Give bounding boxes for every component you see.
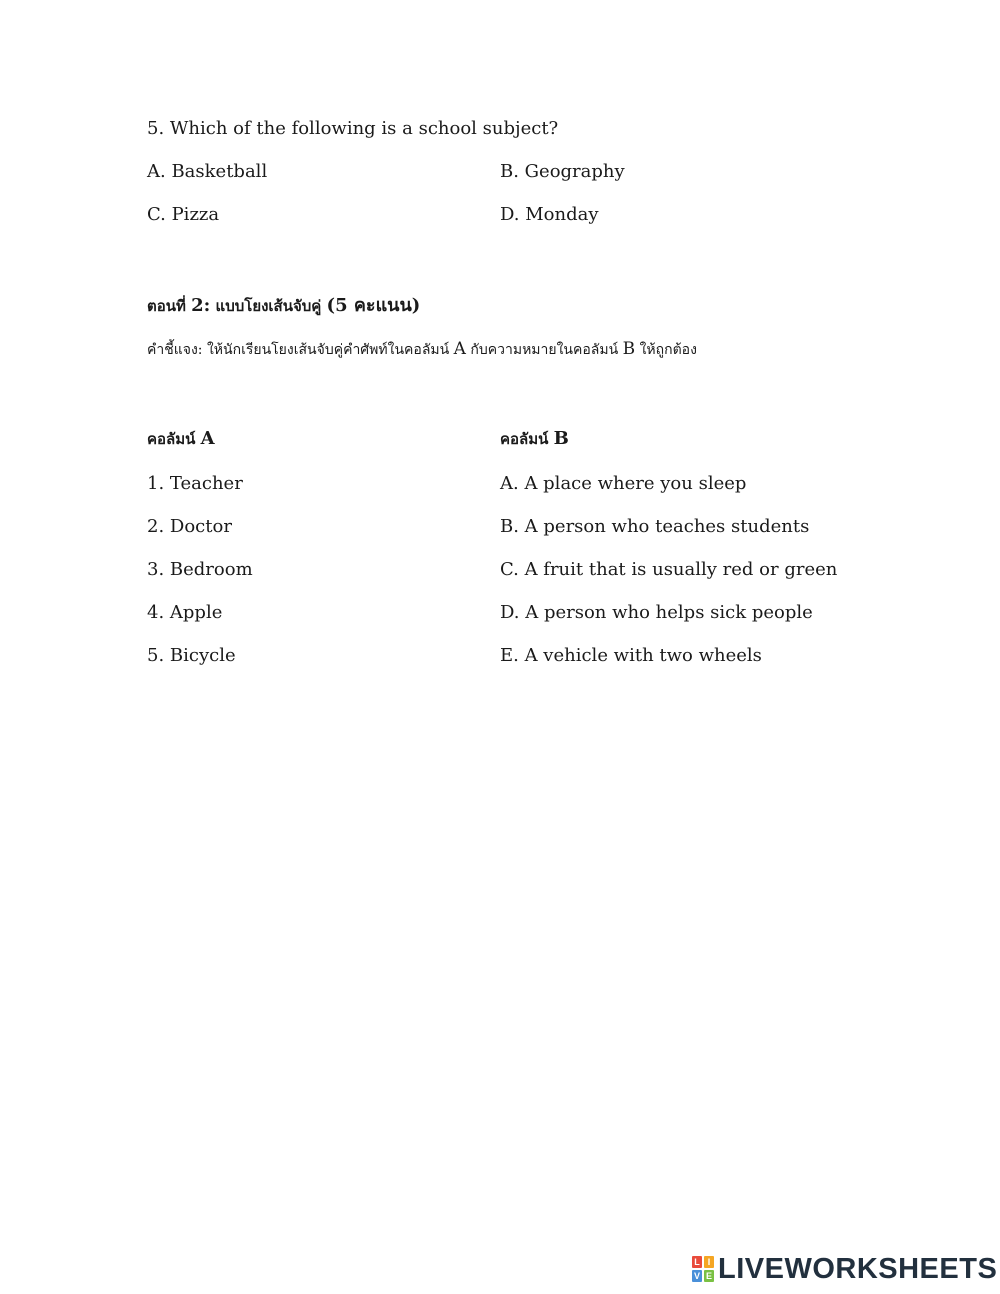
instruction-text-1: ให้นักเรียนโยงเส้นจับคู่คำศัพท์ในคอลัมน์ bbox=[206, 342, 450, 358]
instruction-col-b: B bbox=[622, 339, 636, 359]
column-a-label: คอลัมน์ bbox=[147, 430, 196, 448]
logo-text: LIVEWORKSHEETS bbox=[718, 1253, 998, 1285]
instruction bbox=[147, 339, 697, 361]
part-2-points: (5 คะแนน) bbox=[326, 295, 421, 316]
column-a-letter: A bbox=[200, 428, 215, 449]
logo-mark-icon bbox=[692, 1256, 714, 1282]
instruction-text-2: กับความหมายในคอลัมน์ bbox=[470, 342, 619, 358]
column-b-item-a[interactable]: A. A place where you sleep bbox=[500, 473, 747, 494]
part-2-title: แบบโยงเส้นจับคู่ bbox=[215, 297, 322, 315]
column-a-item-5[interactable]: 5. Bicycle bbox=[147, 645, 236, 666]
column-a-item-2[interactable]: 2. Doctor bbox=[147, 516, 232, 537]
part-2-number: 2: bbox=[191, 295, 211, 316]
logo-mark-letter-e: E bbox=[705, 1271, 712, 1281]
part-2-prefix: ตอนที่ bbox=[147, 297, 186, 315]
logo-mark-letter-l: L bbox=[692, 1256, 702, 1268]
column-b-item-c[interactable]: C. A fruit that is usually red or green bbox=[500, 559, 838, 580]
column-b-header bbox=[500, 427, 569, 451]
question-5-stem: 5. Which of the following is a school subject? bbox=[147, 118, 559, 139]
column-a-header bbox=[147, 427, 215, 451]
column-b-item-b[interactable]: B. A person who teaches students bbox=[500, 516, 810, 537]
option-a[interactable]: A. Basketball bbox=[147, 161, 268, 182]
part-2-heading bbox=[147, 290, 420, 319]
option-c[interactable]: C. Pizza bbox=[147, 204, 220, 225]
instruction-col-a: A bbox=[453, 339, 466, 359]
liveworksheets-logo[interactable] bbox=[692, 1253, 997, 1285]
column-a-item-1[interactable]: 1. Teacher bbox=[147, 473, 243, 494]
logo-mark-letter-i: I bbox=[704, 1256, 714, 1268]
option-d[interactable]: D. Monday bbox=[500, 204, 599, 225]
instruction-label: คำชี้แจง: bbox=[147, 342, 203, 358]
instruction-text-3: ให้ถูกต้อง bbox=[639, 342, 697, 358]
logo-mark-letter-v: V bbox=[693, 1271, 700, 1281]
option-b[interactable]: B. Geography bbox=[500, 161, 625, 182]
column-b-label: คอลัมน์ bbox=[500, 430, 549, 448]
column-a-item-4[interactable]: 4. Apple bbox=[147, 602, 223, 623]
column-b-item-e[interactable]: E. A vehicle with two wheels bbox=[500, 645, 762, 666]
column-a-item-3[interactable]: 3. Bedroom bbox=[147, 559, 253, 580]
column-b-letter: B bbox=[553, 428, 569, 449]
column-b-item-d[interactable]: D. A person who helps sick people bbox=[500, 602, 813, 623]
